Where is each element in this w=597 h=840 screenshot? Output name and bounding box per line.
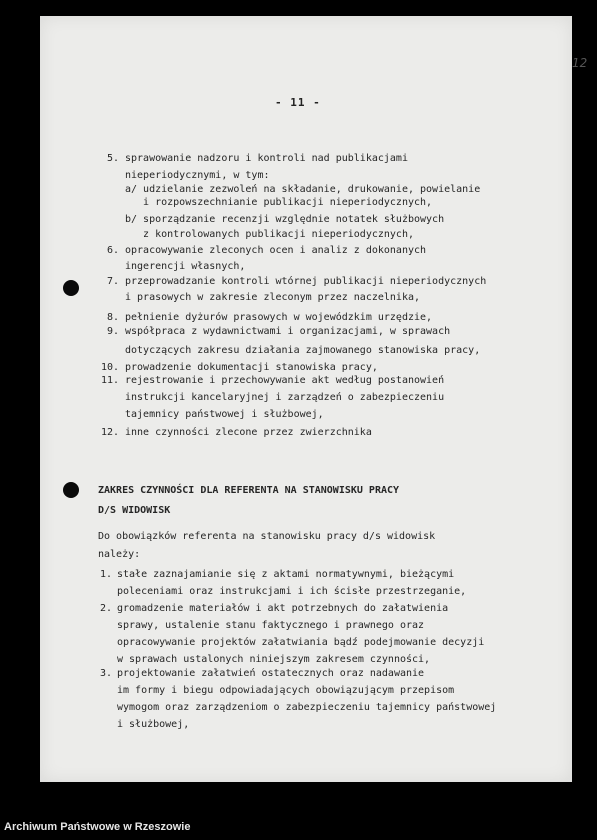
list-item-text: i służbowej, bbox=[117, 719, 190, 730]
list-item-text: instrukcji kancelaryjnej i zarządzeń o zabezpieczeniu bbox=[125, 392, 445, 403]
list-item-number: 12. bbox=[100, 427, 119, 438]
list-item-text: współpraca z wydawnictwami i organizacjami, w sprawach bbox=[125, 326, 451, 337]
list-item-text: dotyczących zakresu działania zajmowanego stanowiska pracy, bbox=[125, 345, 481, 356]
list-item-text: ingerencji własnych, bbox=[125, 261, 246, 272]
list-item-text: opracowywanie projektów załatwiania bądź podejmowanie decyzji bbox=[117, 637, 485, 648]
list-item-text: opracowywanie zleconych ocen i analiz z dokonanych bbox=[125, 245, 427, 256]
list-item-number: 8. bbox=[106, 312, 119, 323]
list-item-text: wymogom oraz zarządzeniom o zabezpieczeniu tajemnicy państwowej bbox=[117, 702, 497, 713]
list-item-text: stałe zaznajamianie się z aktami normatywnymi, bieżącymi bbox=[117, 569, 455, 580]
list-item-text: inne czynności zlecone przez zwierzchnika bbox=[125, 427, 372, 438]
punch-hole bbox=[63, 280, 79, 296]
list-item-text: sprawowanie nadzoru i kontroli nad publikacjami bbox=[125, 153, 408, 164]
list-item-text: poleceniami oraz instrukcjami i ich ścisłe przestrzeganie, bbox=[117, 586, 467, 597]
handwritten-page-annotation: 12 bbox=[572, 56, 588, 70]
list-item-number: 2. bbox=[99, 603, 112, 614]
list-item-text: projektowanie załatwień ostatecznych oraz nadawanie bbox=[117, 668, 425, 679]
list-item-text: im formy i biegu odpowiadających obowiązującym przepisom bbox=[117, 685, 455, 696]
list-item-number: 3. bbox=[99, 668, 112, 679]
list-item-text: przeprowadzanie kontroli wtórnej publikacji nieperiodycznych bbox=[125, 276, 487, 287]
document-page bbox=[40, 16, 588, 782]
list-item-text: i rozpowszechnianie publikacji nieperiodycznych, bbox=[125, 197, 433, 208]
page-number: - 11 - bbox=[275, 96, 321, 109]
list-item-number: 7. bbox=[106, 276, 119, 287]
list-item-number: 1. bbox=[99, 569, 112, 580]
list-item-number: 10. bbox=[100, 362, 119, 373]
list-item-text: i prasowych w zakresie zleconym przez naczelnika, bbox=[125, 292, 421, 303]
list-item-text: b/ sporządzanie recenzji względnie notatek służbowych bbox=[125, 214, 445, 225]
section-heading-line1: ZAKRES CZYNNOŚCI DLA REFERENTA NA STANOWISKU PRACY bbox=[98, 485, 400, 496]
list-item-number: 11. bbox=[100, 375, 119, 386]
list-item-text: z kontrolowanych publikacji nieperiodycznych, bbox=[125, 229, 414, 240]
punch-hole bbox=[63, 482, 79, 498]
section-intro-line2: należy: bbox=[98, 549, 141, 560]
list-item-text: sprawy, ustalenie stanu faktycznego i prawnego oraz bbox=[117, 620, 425, 631]
list-item-text: w sprawach ustalonych niniejszym zakresem czynności, bbox=[117, 654, 431, 665]
list-item-text: pełnienie dyżurów prasowych w wojewódzkim urzędzie, bbox=[125, 312, 433, 323]
list-item-text: rejestrowanie i przechowywanie akt według postanowień bbox=[125, 375, 445, 386]
list-item-text: nieperiodycznymi, w tym: bbox=[125, 170, 270, 181]
section-intro-line1: Do obowiązków referenta na stanowisku pracy d/s widowisk bbox=[98, 531, 436, 542]
section-heading-line2: D/S WIDOWISK bbox=[98, 505, 171, 516]
archive-footer bbox=[0, 812, 597, 840]
list-item-text: gromadzenie materiałów i akt potrzebnych do załatwienia bbox=[117, 603, 449, 614]
list-item-text: tajemnicy państwowej i służbowej, bbox=[125, 409, 324, 420]
list-item-text: prowadzenie dokumentacji stanowiska pracy, bbox=[125, 362, 378, 373]
list-item-text: a/ udzielanie zezwoleń na składanie, drukowanie, powielanie bbox=[125, 184, 481, 195]
list-item-number: 5. bbox=[106, 153, 119, 164]
list-item-number: 6. bbox=[106, 245, 119, 256]
list-item-number: 9. bbox=[106, 326, 119, 337]
archive-name: Archiwum Państwowe w Rzeszowie bbox=[4, 821, 191, 833]
